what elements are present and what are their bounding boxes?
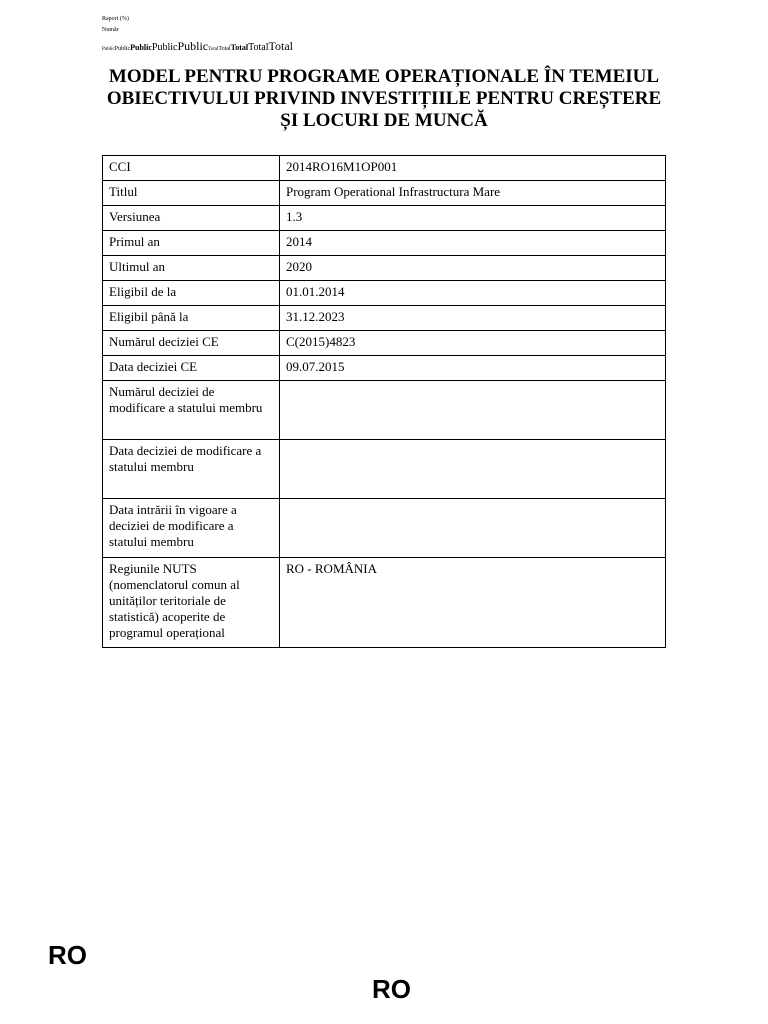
row-value: 2014 (280, 231, 666, 256)
scale-word: Total (230, 43, 249, 52)
row-value: 31.12.2023 (280, 306, 666, 331)
row-value: C(2015)4823 (280, 331, 666, 356)
row-label: Numărul deciziei de modificare a statului membru (103, 381, 280, 440)
scale-word: Public (177, 39, 209, 53)
document-title: MODEL PENTRU PROGRAME OPERAȚIONALE ÎN TEMEIUL OBIECTIVULUI PRIVIND INVESTIȚIILE PENTRU CREȘTERE ȘI LOCURI DE MUNCĂ (106, 66, 662, 131)
row-value: 01.01.2014 (280, 281, 666, 306)
row-label: Eligibil până la (103, 306, 280, 331)
footer-language-code-center: RO (372, 974, 411, 1004)
row-value: 2020 (280, 256, 666, 281)
scale-word: Public (151, 42, 178, 53)
table-row (103, 181, 666, 206)
table-row (103, 440, 666, 499)
table-row (103, 231, 666, 256)
row-value (280, 381, 666, 440)
table-row (103, 381, 666, 440)
table-row (103, 356, 666, 381)
table-row (103, 306, 666, 331)
row-value (280, 440, 666, 499)
header-scale-words (102, 38, 293, 58)
table-row (103, 206, 666, 231)
table-row (103, 156, 666, 181)
table-row (103, 331, 666, 356)
row-label: Titlul (103, 181, 280, 206)
row-value: Program Operational Infrastructura Mare (280, 181, 666, 206)
row-value: 2014RO16M1OP001 (280, 156, 666, 181)
scale-word: Public (102, 47, 115, 52)
scale-word: Total (268, 39, 293, 53)
table-row (103, 256, 666, 281)
row-label: Regiunile NUTS (nomenclatorul comun al unităților teritoriale de statistică) acoperite de programul operațional (103, 558, 280, 648)
scale-word: Total (208, 47, 219, 52)
table-row (103, 558, 666, 648)
row-label: Data deciziei CE (103, 356, 280, 381)
scale-word: Public (114, 46, 131, 52)
row-label: Ultimul an (103, 256, 280, 281)
header-note-ratio: Raport (%) (102, 16, 129, 22)
footer-language-code-left: RO (48, 940, 87, 970)
row-label: CCI (103, 156, 280, 181)
program-info-table (102, 155, 666, 648)
header-note-number: Număr (102, 27, 119, 33)
table-row (103, 499, 666, 558)
row-label: Versiunea (103, 206, 280, 231)
row-label: Eligibil de la (103, 281, 280, 306)
scale-word: Public (130, 43, 152, 52)
row-value: 09.07.2015 (280, 356, 666, 381)
row-label: Data deciziei de modificare a statului membru (103, 440, 280, 499)
row-value: RO - ROMÂNIA (280, 558, 666, 648)
scale-word: Total (248, 42, 269, 53)
row-label: Primul an (103, 231, 280, 256)
scale-word: Total (218, 46, 231, 52)
row-label: Numărul deciziei CE (103, 331, 280, 356)
row-label: Data intrării în vigoare a deciziei de modificare a statului membru (103, 499, 280, 558)
table-row (103, 281, 666, 306)
row-value (280, 499, 666, 558)
row-value: 1.3 (280, 206, 666, 231)
